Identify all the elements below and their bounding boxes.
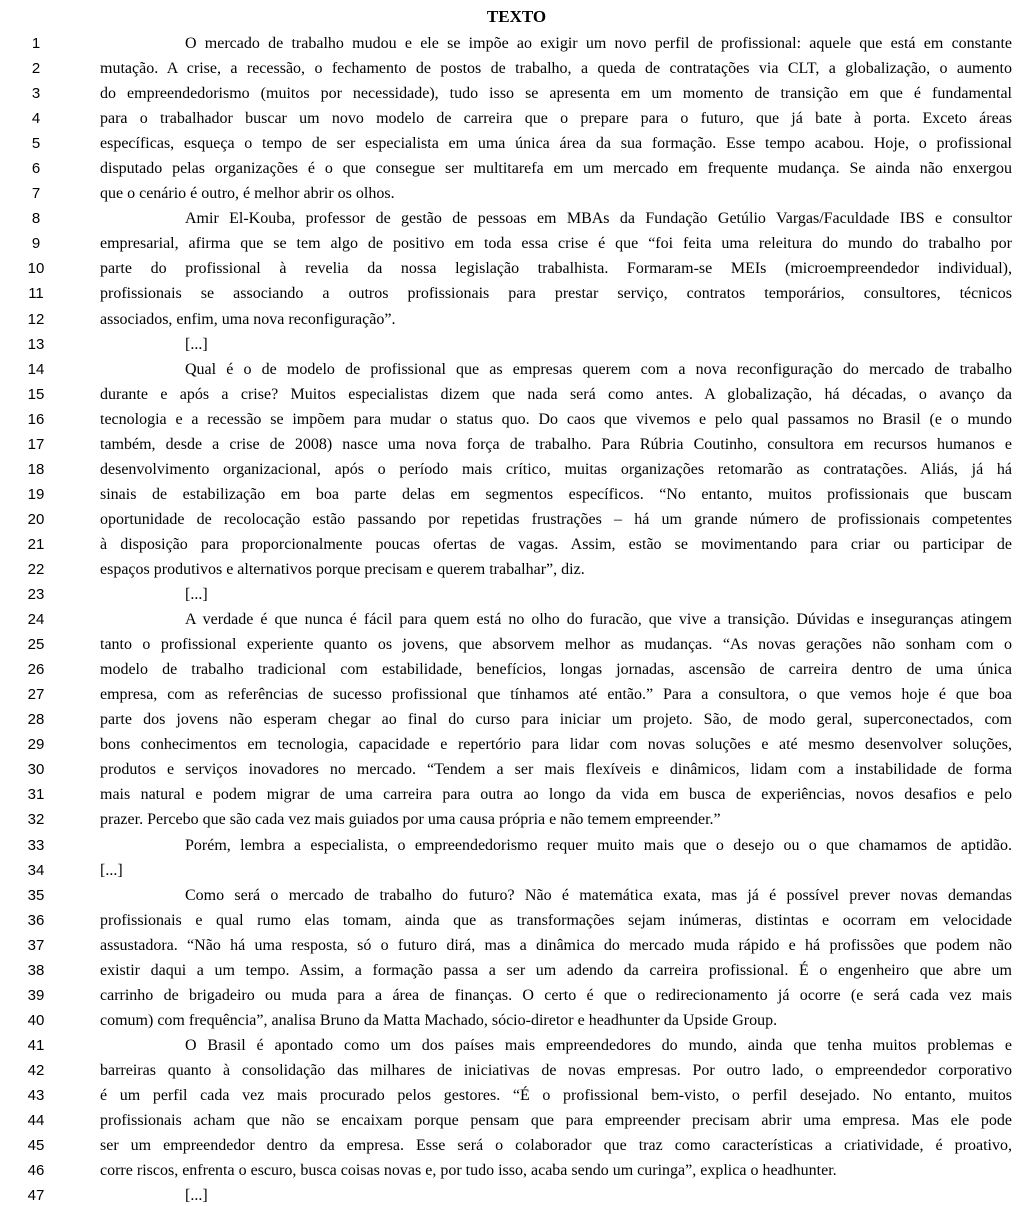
line-number: 38: [27, 961, 45, 979]
text-line: [0, 281, 1033, 306]
text-line: [0, 432, 1033, 457]
line-text: espaços produtivos e alternativos porque precisam e querem trabalhar”, diz.: [100, 560, 585, 578]
line-number: 5: [31, 135, 41, 153]
line-number: 13: [27, 335, 45, 353]
line-number: 11: [28, 285, 44, 303]
line-text: durante e após a crise? Muitos especialistas dizem que nada será como antes. A globalização, há décadas, o avanço da: [100, 385, 1012, 403]
line-text: corre riscos, enfrenta o escuro, busca coisas novas e, por tudo isso, acaba sendo um curinga”, explica o headhunter.: [100, 1162, 837, 1180]
text-line: [0, 31, 1033, 56]
text-line: [0, 131, 1033, 156]
text-line: [0, 732, 1033, 757]
text-line: [0, 532, 1033, 557]
line-number: 10: [27, 260, 45, 278]
text-line: [0, 933, 1033, 958]
line-text: associados, enfim, uma nova reconfiguração”.: [100, 310, 396, 328]
line-number: 27: [27, 686, 45, 704]
line-number: 39: [27, 986, 45, 1004]
line-number: 32: [27, 811, 45, 829]
line-number: 47: [27, 1187, 45, 1205]
line-text: [...]: [185, 1187, 208, 1205]
text-line: [0, 983, 1033, 1008]
text-line: [0, 106, 1033, 131]
line-text: A verdade é que nunca é fácil para quem está no olho do furacão, que vive a transição. Dúvidas e inseguranças atingem: [185, 611, 1012, 629]
text-line: [0, 231, 1033, 256]
line-number: 24: [27, 611, 45, 629]
line-number: 15: [27, 385, 45, 403]
text-line: [0, 1058, 1033, 1083]
line-number: 37: [27, 936, 45, 954]
text-line: [0, 1033, 1033, 1058]
line-text: bons conhecimentos em tecnologia, capacidade e repertório para lidar com novas soluções e até mesmo desenvolver soluções,: [100, 736, 1012, 754]
line-text: oportunidade de recolocação estão passando por repetidas frustrações – há um grande número de profissionais competentes: [100, 510, 1012, 528]
line-text: parte do profissional à revelia da nossa legislação trabalhista. Formaram-se MEIs (microempreendedor individual),: [100, 260, 1012, 278]
text-line: [0, 958, 1033, 983]
text-line: [0, 1158, 1033, 1183]
line-text: que o cenário é outro, é melhor abrir os olhos.: [100, 185, 395, 203]
line-text: ser um empreendedor dentro da empresa. Esse será o colaborador que traz como características a criatividade, é proativo,: [100, 1137, 1012, 1155]
line-text: comum) com frequência”, analisa Bruno da Matta Machado, sócio-diretor e headhunter da Upside Group.: [100, 1011, 778, 1029]
line-text: mais natural e podem migrar de uma carreira para outra ao longo da vida em busca de experiências, novos desafios e pelo: [100, 786, 1012, 804]
line-number: 23: [27, 586, 45, 604]
line-text: sinais de estabilização em boa parte delas em segmentos específicos. “No entanto, muitos profissionais que buscam: [100, 485, 1012, 503]
text-line: [0, 382, 1033, 407]
line-text: assustadora. “Não há uma resposta, só o futuro dirá, mas a dinâmica do mercado muda rápido e há profissões que podem não: [100, 936, 1012, 954]
text-line: [0, 1108, 1033, 1133]
line-text: específicas, esqueça o tempo de ser especialista em uma única área da sua formação. Esse tempo acabou. Hoje, o profissional: [100, 135, 1012, 153]
line-number: 36: [27, 911, 45, 929]
line-number: 21: [27, 535, 45, 553]
text-line: [0, 1083, 1033, 1108]
text-line: [0, 81, 1033, 106]
line-text: mutação. A crise, a recessão, o fechamento de postos de trabalho, a queda de contratações via CLT, a globalização, o aumento: [100, 60, 1012, 78]
text-line: [0, 833, 1033, 858]
line-number: 26: [27, 661, 45, 679]
line-text: O Brasil é apontado como um dos países mais empreendedores do mundo, ainda que tenha muitos problemas e: [185, 1036, 1012, 1054]
line-text: empresarial, afirma que se tem algo de positivo em toda essa crise é que “foi feita uma releitura do mundo do trabalho por: [100, 235, 1012, 253]
line-number: 16: [27, 410, 45, 428]
text-line: [0, 482, 1033, 507]
text-line: [0, 256, 1033, 281]
line-text: [...]: [100, 861, 123, 879]
text-line: [0, 557, 1033, 582]
line-text: O mercado de trabalho mudou e ele se impõe ao exigir um novo perfil de profissional: aquele que está em constante: [185, 35, 1012, 52]
line-number: 4: [31, 110, 41, 128]
line-text: Como será o mercado de trabalho do futuro? Não é matemática exata, mas já é possível prever novas demandas: [185, 886, 1012, 904]
text-line: [0, 657, 1033, 682]
line-text: tecnologia e a recessão se impõem para mudar o status quo. Do caos que vivemos e pelo qual passamos no Brasil (e o mundo: [100, 410, 1012, 428]
line-number: 25: [27, 636, 45, 654]
line-text: parte dos jovens não esperam chegar ao final do curso para iniciar um projeto. São, de modo geral, superconectados, com: [100, 711, 1012, 729]
text-line: [0, 682, 1033, 707]
line-number: 43: [27, 1086, 45, 1104]
line-text: do empreendedorismo (muitos por necessidade), tudo isso se apresenta em um momento de transição em que é fundamental: [100, 85, 1012, 103]
line-number: 7: [31, 185, 41, 203]
document-title: TEXTO: [486, 7, 547, 26]
text-line: [0, 407, 1033, 432]
line-number: 42: [27, 1061, 45, 1079]
line-number: 14: [27, 360, 45, 378]
text-line: [0, 757, 1033, 782]
line-number: 31: [27, 786, 45, 804]
text-line: [0, 1133, 1033, 1158]
text-line: [0, 332, 1033, 357]
line-number: 2: [31, 60, 41, 78]
line-number: 45: [27, 1137, 45, 1155]
line-number: 46: [27, 1162, 45, 1180]
line-number: 41: [27, 1036, 45, 1054]
line-number: 19: [27, 485, 45, 503]
text-line: [0, 206, 1033, 231]
line-number: 29: [27, 736, 45, 754]
text-line: [0, 607, 1033, 632]
text-line: [0, 181, 1033, 206]
line-text: [...]: [185, 586, 208, 604]
line-text: para o trabalhador buscar um novo modelo de carreira que o prepare para o futuro, que já bate à porta. Exceto áreas: [100, 110, 1012, 128]
line-text: empresa, com as referências de sucesso profissional que tínhamos até então.” Para a consultora, o que vemos hoje é que boa: [100, 686, 1012, 704]
line-number: 9: [31, 235, 41, 253]
line-number: 34: [27, 861, 45, 879]
text-line: [0, 307, 1033, 332]
line-text: prazer. Percebo que são cada vez mais guiados por uma causa própria e não temem empreender.”: [100, 811, 721, 829]
line-number: 20: [27, 510, 45, 528]
line-text: profissionais e qual rumo elas tomam, ainda que as transformações sejam inúmeras, distintas e ocorram em velocidade: [100, 911, 1012, 929]
text-line: [0, 883, 1033, 908]
line-text: tanto o profissional experiente quanto os jovens, que absorvem melhor as mudanças. “As novas gerações não sonham com o: [100, 636, 1012, 654]
line-number: 1: [31, 35, 41, 52]
line-text: profissionais acham que não se encaixam porque pensam que para empreender precisam abrir uma empresa. Mas ele pode: [100, 1112, 1012, 1130]
line-text: [...]: [185, 335, 208, 353]
line-text: profissionais se associando a outros profissionais para prestar serviço, contratos temporários, consultores, técnicos: [100, 285, 1012, 303]
text-line: [0, 507, 1033, 532]
text-line: [0, 457, 1033, 482]
line-text: existir daqui a um tempo. Assim, a formação passa a ser um adendo da carreira profissional. É o engenheiro que abre um: [100, 961, 1012, 979]
line-text: Porém, lembra a especialista, o empreendedorismo requer muito mais que o desejo ou o que chamamos de aptidão.: [185, 836, 1012, 854]
line-number: 18: [27, 460, 45, 478]
text-line: [0, 582, 1033, 607]
line-text: carrinho de brigadeiro ou muda para a área de finanças. O certo é que o redirecionamento já ocorre (e será cada vez mais: [100, 986, 1012, 1004]
text-line: [0, 357, 1033, 382]
line-text: também, desde a crise de 2008) nasce uma nova força de trabalho. Para Rúbria Coutinho, consultora em recursos humanos e: [100, 435, 1012, 453]
line-number: 6: [31, 160, 41, 178]
line-number: 44: [27, 1112, 45, 1130]
line-number: 40: [27, 1011, 45, 1029]
text-line: [0, 1183, 1033, 1206]
line-text: disputado pelas organizações é o que consegue ser multitarefa em um mercado em frequente mudança. Se ainda não enxergou: [100, 160, 1012, 178]
line-text: Amir El-Kouba, professor de gestão de pessoas em MBAs da Fundação Getúlio Vargas/Faculdade IBS e consultor: [185, 210, 1012, 228]
line-text: produtos e serviços inovadores no mercado. “Tendem a ser mais flexíveis e dinâmicos, lidam com a instabilidade de forma: [100, 761, 1012, 779]
line-number: 22: [27, 560, 45, 578]
line-text: desenvolvimento organizacional, após o período mais crítico, muitas organizações retomarão as contratações. Aliás, já há: [100, 460, 1012, 478]
text-line: [0, 1008, 1033, 1033]
line-number: 8: [31, 210, 41, 228]
line-number: 28: [27, 711, 45, 729]
text-line: [0, 707, 1033, 732]
text-line: [0, 156, 1033, 181]
text-body: [0, 28, 1033, 1206]
line-number: 33: [27, 836, 45, 854]
line-number: 12: [27, 310, 45, 328]
text-line: [0, 908, 1033, 933]
line-text: modelo de trabalho tradicional com estabilidade, benefícios, longas jornadas, ascensão de carreira dentro de uma única: [100, 661, 1012, 679]
text-line: [0, 632, 1033, 657]
line-text: à disposição para proporcionalmente poucas ofertas de vagas. Assim, estão se movimentando para criar ou participar de: [100, 535, 1012, 553]
text-line: [0, 807, 1033, 832]
line-number: 17: [27, 435, 45, 453]
line-text: barreiras quanto à consolidação das milhares de iniciativas de novas empresas. Por outro lado, o empreendedor corporativo: [100, 1061, 1012, 1079]
line-number: 35: [27, 886, 45, 904]
text-line: [0, 782, 1033, 807]
line-text: Qual é o de modelo de profissional que as empresas querem com a nova reconfiguração do mercado de trabalho: [185, 360, 1012, 378]
line-number: 30: [27, 761, 45, 779]
line-text: é um perfil cada vez mais procurado pelos gestores. “É o profissional bem-visto, o perfil desejado. No entanto, muitos: [100, 1086, 1012, 1104]
text-line: [0, 56, 1033, 81]
text-line: [0, 858, 1033, 883]
line-number: 3: [31, 85, 41, 103]
